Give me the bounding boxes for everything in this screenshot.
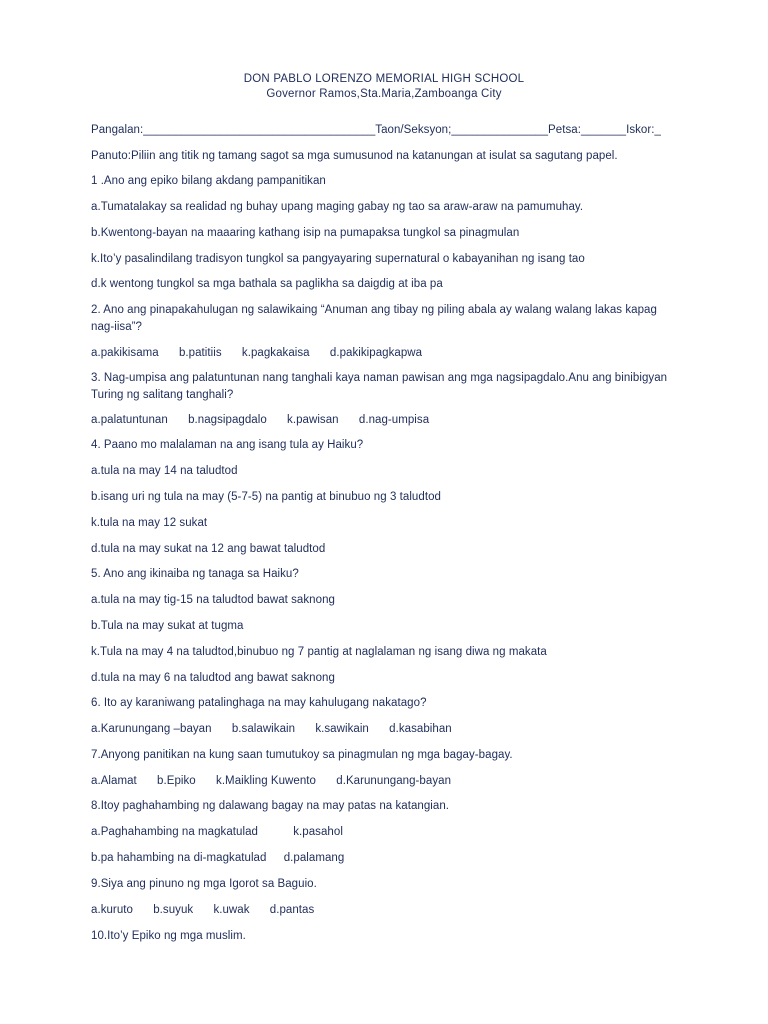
question-8-option-b: b.pa hahambing na di-magkatulad bbox=[91, 852, 267, 864]
question-2-option-d: d.pakikipagkapwa bbox=[329, 347, 423, 359]
question-8-option-d: d.palamang bbox=[283, 852, 345, 864]
question-8-option-a: a.Paghahambing na magkatulad bbox=[91, 826, 258, 838]
question-5-option-a: a.tula na may tig-15 na taludtod bawat saknong bbox=[91, 594, 335, 606]
question-9-options bbox=[91, 903, 314, 918]
question-4-option-b: b.isang uri ng tula na may (5-7-5) na pantig at binubuo ng 3 taludtod bbox=[91, 491, 441, 503]
question-7-option-k: k.Maikling Kuwento bbox=[216, 775, 316, 787]
question-3-option-d: d.nag-umpisa bbox=[358, 414, 430, 426]
question-7-option-d: d.Karunungang-bayan bbox=[336, 775, 452, 787]
question-6-option-b: b.salawikain bbox=[231, 723, 296, 735]
school-header bbox=[0, 72, 768, 102]
question-5-option-d: d.tula na may 6 na taludtod ang bawat saknong bbox=[91, 672, 335, 684]
question-3-options bbox=[91, 413, 429, 428]
question-7-option-a: a.Alamat bbox=[91, 775, 137, 787]
question-1-option-b: b.Kwentong-bayan na maaaring kathang isip na pumapaksa tungkol sa pinagmulan bbox=[91, 227, 520, 239]
question-4-option-a: a.tula na may 14 na taludtod bbox=[91, 465, 238, 477]
question-6-option-d: d.kasabihan bbox=[389, 723, 452, 735]
school-address: Governor Ramos,Sta.Maria,Zamboanga City bbox=[266, 88, 502, 100]
question-1-option-d: d.k wentong tungkol sa mga bathala sa paglikha sa daigdig at iba pa bbox=[91, 278, 443, 290]
question-6-option-k: k.sawikain bbox=[315, 723, 369, 735]
question-9-option-b: b.suyuk bbox=[153, 904, 194, 916]
question-2-option-k: k.pagkakaisa bbox=[241, 347, 310, 359]
question-1-option-k: k.Ito’y pasalindilang tradisyon tungkol sa pangyayaring supernatural o kabayanihan ng isang tao bbox=[91, 253, 585, 265]
question-8-options-row-2 bbox=[91, 851, 344, 866]
student-info-line: Pangalan:____________________________________Taon/Seksyon;_______________Petsa:_______Iskor:_ bbox=[91, 124, 661, 136]
question-9-option-k: k.uwak bbox=[213, 904, 250, 916]
question-6: 6. Ito ay karaniwang patalinghaga na may kahulugang nakatago? bbox=[91, 697, 427, 709]
question-7: 7.Anyong panitikan na kung saan tumutukoy sa pinagmulan ng mga bagay-bagay. bbox=[91, 749, 513, 761]
question-5-option-k: k.Tula na may 4 na taludtod,binubuo ng 7 pantig at naglalaman ng isang diwa ng makata bbox=[91, 646, 547, 658]
question-2-options bbox=[91, 346, 422, 361]
question-10: 10.Ito’y Epiko ng mga muslim. bbox=[91, 930, 246, 942]
question-4-option-d: d.tula na may sukat na 12 ang bawat taludtod bbox=[91, 543, 326, 555]
question-4-option-k: k.tula na may 12 sukat bbox=[91, 517, 208, 529]
question-3-option-b: b.nagsipagdalo bbox=[188, 414, 267, 426]
question-7-option-b: b.Epiko bbox=[157, 775, 196, 787]
question-9-option-a: a.kuruto bbox=[91, 904, 133, 916]
question-1-option-a: a.Tumatalakay sa realidad ng buhay upang maging gabay ng tao sa araw-araw na pamumuhay. bbox=[91, 201, 584, 213]
question-2-option-b: b.patitiis bbox=[178, 347, 222, 359]
question-8-option-k: k.pasahol bbox=[293, 826, 343, 838]
question-3-option-k: k.pawisan bbox=[287, 414, 339, 426]
question-7-options bbox=[91, 774, 451, 789]
instructions: Panuto:Piliin ang titik ng tamang sagot sa mga sumusunod na katanungan at isulat sa sagutang papel. bbox=[91, 150, 618, 162]
question-4: 4. Paano mo malalaman na ang isang tula ay Haiku? bbox=[91, 439, 364, 451]
school-name: DON PABLO LORENZO MEMORIAL HIGH SCHOOL bbox=[243, 73, 525, 85]
question-6-option-a: a.Karunungang –bayan bbox=[91, 723, 212, 735]
question-8: 8.Itoy paghahambing ng dalawang bagay na may patas na katangian. bbox=[91, 800, 450, 812]
question-5: 5. Ano ang ikinaiba ng tanaga sa Haiku? bbox=[91, 568, 299, 580]
question-9: 9.Siya ang pinuno ng mga Igorot sa Baguio. bbox=[91, 878, 317, 890]
question-3-option-a: a.palatuntunan bbox=[91, 414, 168, 426]
question-8-options-row-1 bbox=[91, 825, 343, 840]
question-2-option-a: a.pakikisama bbox=[91, 347, 159, 359]
question-5-option-b: b.Tula na may sukat at tugma bbox=[91, 620, 244, 632]
question-6-options bbox=[91, 722, 452, 737]
question-3: 3. Nag-umpisa ang palatuntunan nang tanghali kaya naman pawisan ang mga nagsipagdalo.Anu ang binibigyan Turing ng salitang tanghali? bbox=[91, 372, 668, 401]
question-1: 1 .Ano ang epiko bilang akdang pampanitikan bbox=[91, 175, 326, 187]
question-2: 2. Ano ang pinapakahulugan ng salawikaing “Anuman ang tibay ng piling abala ay walang walang lakas kapag nag-iisa”? bbox=[91, 304, 657, 333]
question-9-option-d: d.pantas bbox=[269, 904, 315, 916]
